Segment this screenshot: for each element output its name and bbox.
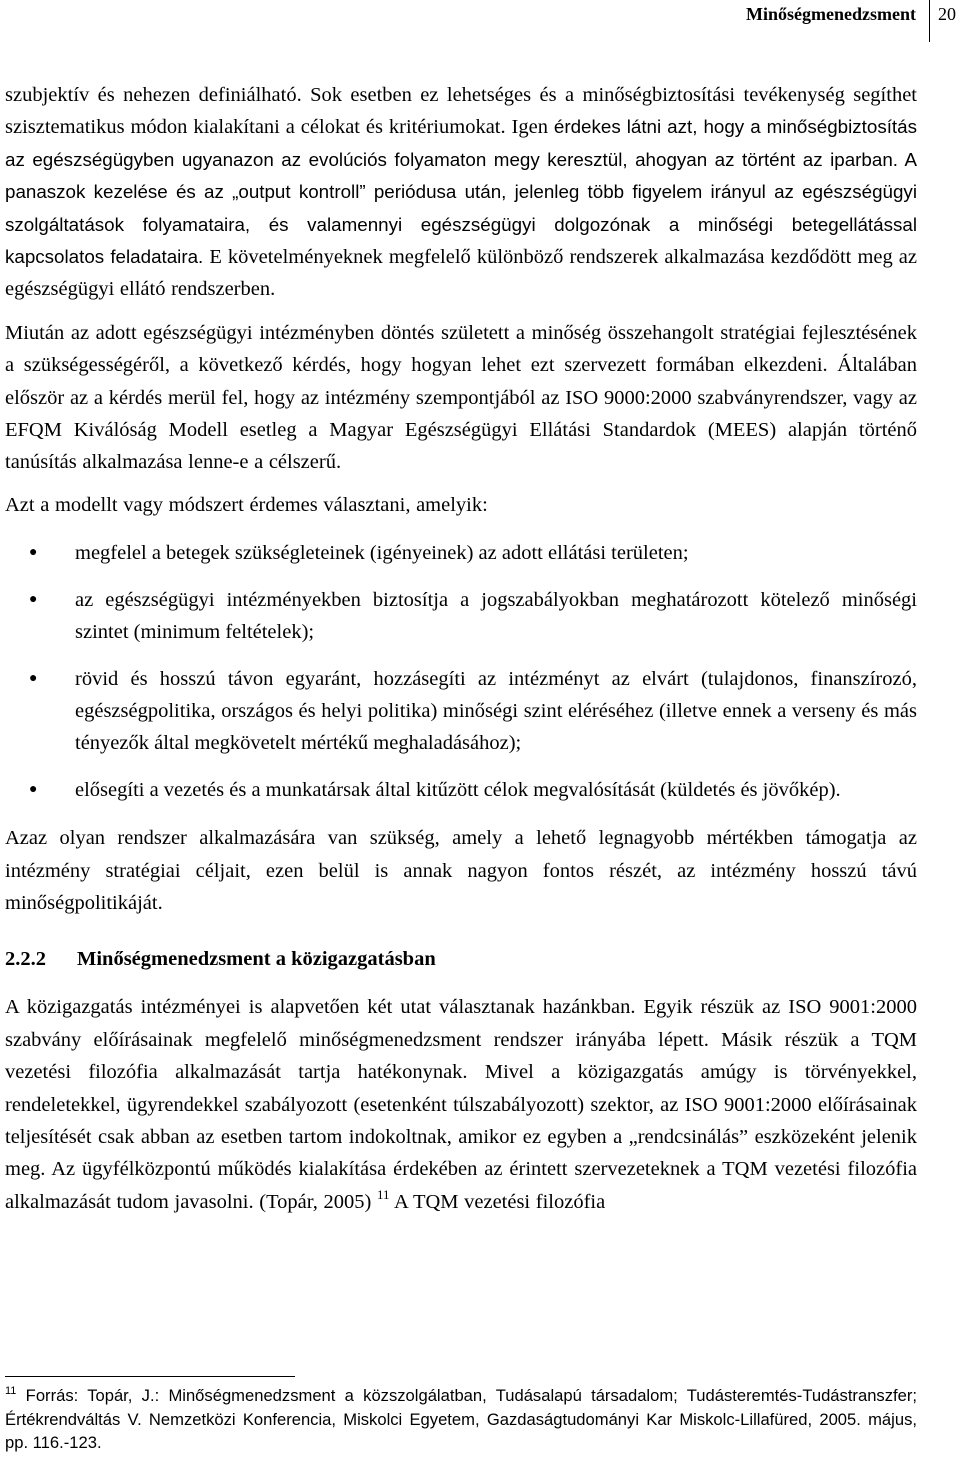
bullet-icon: ● <box>29 670 38 686</box>
paragraph-5-tail: A TQM vezetési filozófia <box>389 1190 606 1213</box>
list-item-text: az egészségügyi intézményekben biztosítja a jogszabályokban meghatározott kötelező minőségi szintet (minimum feltételek); <box>75 588 917 644</box>
page-header <box>0 0 960 40</box>
list-item <box>5 774 917 806</box>
paragraph-5 <box>5 991 917 1218</box>
paragraph-4: Azaz olyan rendszer alkalmazására van szükség, amely a lehető legnagyobb mértékben támogatja az intézmény stratégiai céljait, ezen belül is annak nagyon fontos részét, az intézmény hosszú távú minőségpolitikáját. <box>5 827 917 914</box>
header-separator <box>929 0 930 42</box>
bullet-icon: ● <box>29 781 38 797</box>
page-body <box>5 79 917 1218</box>
paragraph-1 <box>5 79 917 306</box>
page-number: 20 <box>938 4 956 24</box>
paragraph-5-text: A közigazgatás intézményei is alapvetően két utat választanak hazánkban. Egyik részük az ISO 9001:2000 szabvány előírásainak megfelelő minőségmenedzsment rendszer irányába lépett. Másik részük a TQM vezetési filozófia alkalmazását tartja hatékonynak. Mivel a közigazgatás amúgy is törvényekkel, rendeletekkel, ügyrendekkel szabályozott (esetenként túlszabályozott) szektor, az ISO 9001:2000 előírásainak teljesítését csak abban az esetben tartom indokoltnak, amikor ez egyben a „rendcsinálás” eszközeként jelenik meg. Az ügyfélközpontú működés kialakítása érdekében az érintett szervezeteknek a TQM vezetési filozófia alkalmazását tudom javasolni. (Topár, 2005) <box>5 996 917 1213</box>
list-item-text: megfelel a betegek szükségleteinek (igényeinek) az adott ellátási területen; <box>75 542 689 565</box>
list-item-text: elősegíti a vezetés és a munkatársak által kitűzött célok megvalósítását (küldetés és jövőkép). <box>75 778 841 801</box>
footnote-reference[interactable]: 11 <box>376 1186 390 1202</box>
footnote <box>5 1384 917 1455</box>
section-title: Minőségmenedzsment a közigazgatásban <box>77 948 436 971</box>
paragraph-2: Miután az adott egészségügyi intézményben döntés született a minőség összehangolt stratégiai fejlesztésének a szükségességéről, a következő kérdés, hogy hogyan lehet ezt szervezett formában elkezdeni. Általában először az a kérdés merül fel, hogy az intézmény szempontjából az ISO 9000:2000 szabványrendszer, vagy az EFQM Kiválóság Modell esetleg a Magyar Egészségügyi Ellátási Standardok (MEES) alapján történő tanúsítás alkalmazása lenne-e a célszerű. <box>5 321 917 474</box>
footnote-divider <box>5 1376 295 1377</box>
paragraph-3-intro: Azt a modellt vagy módszert érdemes választani, amelyik: <box>5 493 488 516</box>
section-heading <box>5 943 917 975</box>
list-item <box>5 663 917 760</box>
running-header-title: Minőségmenedzsment <box>746 4 916 24</box>
paragraph-1-sans-part: érdekes látni azt, hogy a minőségbiztosítás az egészségügyben ugyanazon az evolúciós folyamaton megy keresztül, ahogyan az történt az iparban. A panaszok kezelése és az „output kontroll” periódusa után, jelenleg több figyelem irányul az egészségügyi szolgáltatások folyamataira, és valamennyi egészségügyi dolgozónak a minőségi betegellátással kapcsolatos feladataira. <box>5 116 917 268</box>
bullet-icon: ● <box>29 591 38 607</box>
footnote-text: Forrás: Topár, J.: Minőségmenedzsment a közszolgálatban, Tudásalapú társadalom; Tudásteremtés-Tudástranszfer; Értékrendváltás V. Nemzetközi Konferencia, Miskolci Egyetem, Gazdaságtudományi Kar Miskolc-Lillafüred, 2005. május, pp. 116.-123. <box>5 1386 917 1452</box>
bullet-icon: ● <box>29 545 38 561</box>
list-item-text: rövid és hosszú távon egyaránt, hozzásegíti az intézményt az elvárt (tulajdonos, finanszírozó, egészségpolitika, országos és helyi politika) minőségi szint eléréséhez (illetve ennek a verseny és más tényezők által megkövetelt mértékű meghaladásához); <box>75 667 917 755</box>
paragraph-1-serif-end: E követelményeknek megfelelő különböző rendszerek alkalmazása kezdődött meg az egészségügyi ellátó rendszerben. <box>5 246 918 301</box>
section-number: 2.2.2 <box>5 948 46 971</box>
list-item <box>5 584 917 649</box>
list-item <box>5 537 917 569</box>
footnote-number: 11 <box>5 1385 17 1397</box>
criteria-list <box>5 537 917 806</box>
paragraph-1-serif-start: szubjektív és nehezen definiálható. Sok esetben ez lehetséges és a minőségbiztosítási tevékenység segíthet szisztematikus módon kialakítani a célokat és kritériumokat. Igen <box>5 84 917 139</box>
